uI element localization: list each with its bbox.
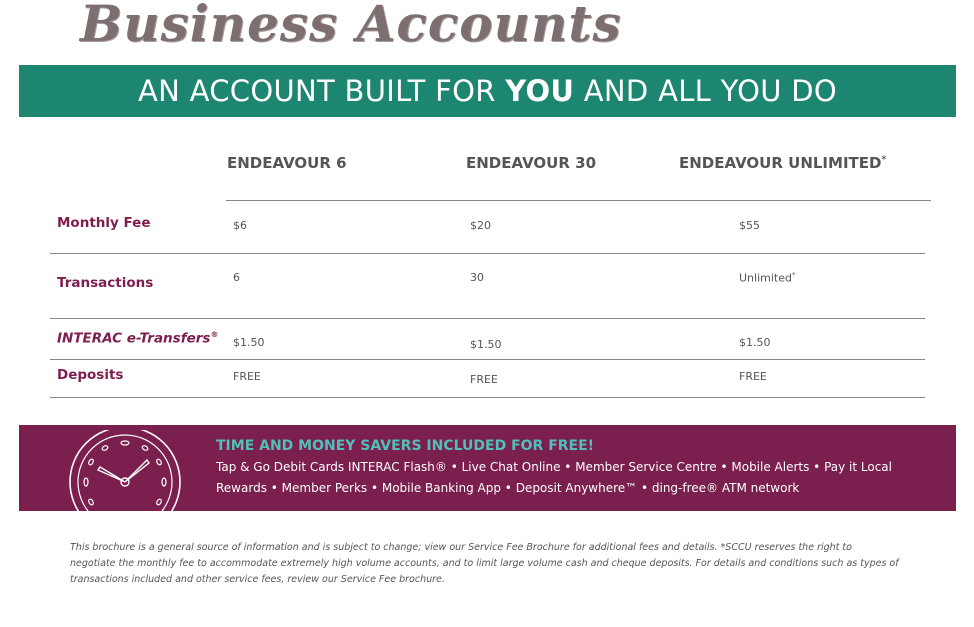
table-divider <box>50 397 925 398</box>
banner-text-post: AND ALL YOU DO <box>574 74 837 108</box>
banner-text-bold: YOU <box>505 74 575 108</box>
registered-mark: ® <box>210 330 219 339</box>
table-cell <box>739 271 795 285</box>
disclaimer-text: This brochure is a general source of information and is subject to change; view our Service Fee Brochure for additional fees and details. *SCCU reserves the right to negotiate the monthly fee to accommodate extremely high volume accounts, and to limit large volume cash and cheque deposits. For details and conditions such as types of transactions included and other service fees, review our Service Fee brochure. <box>70 542 899 585</box>
tagline-banner <box>19 65 956 117</box>
table-divider <box>50 318 925 319</box>
row-label-deposits: Deposits <box>57 367 124 383</box>
column-header-label: ENDEAVOUR UNLIMITED <box>679 154 882 172</box>
table-cell: $1.50 <box>470 338 502 351</box>
table-cell: FREE <box>470 373 498 386</box>
row-label-interac-e-transfers <box>57 330 218 347</box>
savers-banner <box>19 425 956 511</box>
table-cell: FREE <box>233 370 261 383</box>
column-header-label: ENDEAVOUR 6 <box>227 154 347 172</box>
column-header-endeavour-30 <box>466 154 596 172</box>
column-header-label: ENDEAVOUR 30 <box>466 154 597 172</box>
cell-value: Unlimited <box>739 271 792 285</box>
table-divider <box>226 200 931 201</box>
table-divider <box>50 253 925 254</box>
table-cell: $6 <box>233 219 247 232</box>
table-cell: $1.50 <box>739 336 771 349</box>
table-cell: $55 <box>739 219 760 232</box>
column-header-endeavour-6 <box>227 154 347 172</box>
table-cell: $1.50 <box>233 336 265 349</box>
savers-title: TIME AND MONEY SAVERS INCLUDED FOR FREE! <box>216 438 595 454</box>
row-label-text: INTERAC e-Transfers <box>57 330 211 347</box>
table-cell: 30 <box>470 271 484 284</box>
footnote-mark: * <box>881 155 887 165</box>
savers-features-line-2: Rewards • Member Perks • Mobile Banking App • Deposit Anywhere™ • ding-free® ATM network <box>216 481 800 495</box>
row-label-monthly-fee: Monthly Fee <box>57 215 151 231</box>
table-cell: 6 <box>233 271 240 284</box>
column-header-endeavour-unlimited <box>679 154 886 172</box>
clock-icon <box>65 430 185 511</box>
banner-text-pre: AN ACCOUNT BUILT FOR <box>137 74 506 108</box>
table-divider <box>50 359 925 360</box>
savers-features-line-1: Tap & Go Debit Cards INTERAC Flash® • Live Chat Online • Member Service Centre • Mobile Alerts • Pay it Local <box>216 460 892 474</box>
table-cell: FREE <box>739 370 767 383</box>
row-label-transactions: Transactions <box>57 275 154 291</box>
footnote-mark: * <box>791 271 796 279</box>
table-cell: $20 <box>470 219 491 232</box>
page-title: Business Accounts <box>80 0 622 53</box>
